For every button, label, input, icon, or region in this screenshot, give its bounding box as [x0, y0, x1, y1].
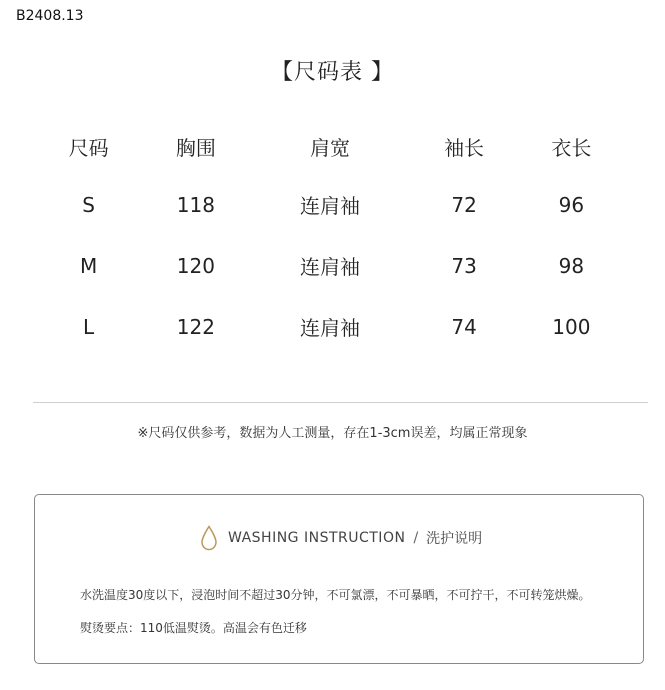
product-code: B2408.13: [16, 8, 84, 24]
washing-title-separator: /: [413, 530, 419, 546]
cell-chest: 118: [176, 192, 215, 217]
size-table: [35, 118, 625, 357]
header-size: 尺码: [68, 135, 109, 160]
cell-length: 98: [558, 253, 585, 278]
cell-size: M: [80, 253, 98, 278]
cell-sleeve: 72: [451, 192, 477, 217]
table-row: [35, 174, 625, 235]
washing-instruction-line: 水洗温度30度以下，浸泡时间不超过30分钟，不可氯漂，不可暴晒，不可拧干，不可转笼烘燥。: [80, 588, 591, 602]
washing-header: [200, 525, 482, 551]
section-divider: [33, 402, 648, 403]
washing-title-cn: 洗护说明: [426, 531, 483, 547]
table-row: [35, 296, 625, 357]
cell-length: 96: [558, 192, 585, 217]
size-table-header-row: [35, 118, 625, 174]
cell-size: S: [82, 192, 95, 217]
cell-shoulder: 连肩袖: [299, 316, 360, 340]
water-drop-icon: [200, 525, 218, 551]
cell-shoulder: 连肩袖: [299, 194, 360, 218]
header-length: 衣长: [551, 135, 592, 160]
header-chest: 胸围: [175, 135, 216, 160]
ironing-instruction-line: 熨烫要点：110低温熨烫。高温会有色迁移: [80, 621, 307, 635]
measurement-note: ※尺码仅供参考，数据为人工测量，存在1-3cm误差，均属正常现象: [137, 426, 528, 441]
table-row: [35, 235, 625, 296]
cell-length: 100: [552, 314, 591, 339]
header-sleeve: 袖长: [444, 135, 485, 160]
cell-shoulder: 连肩袖: [299, 255, 360, 279]
header-shoulder: 肩宽: [309, 135, 350, 160]
cell-sleeve: 74: [451, 314, 477, 339]
washing-title-en: WASHING INSTRUCTION: [228, 530, 406, 546]
cell-sleeve: 73: [451, 253, 477, 278]
cell-chest: 120: [176, 253, 215, 278]
size-chart-title: 【尺码表 】: [271, 60, 394, 85]
cell-size: L: [83, 314, 95, 339]
cell-chest: 122: [176, 314, 215, 339]
washing-instruction-box: [34, 494, 644, 664]
